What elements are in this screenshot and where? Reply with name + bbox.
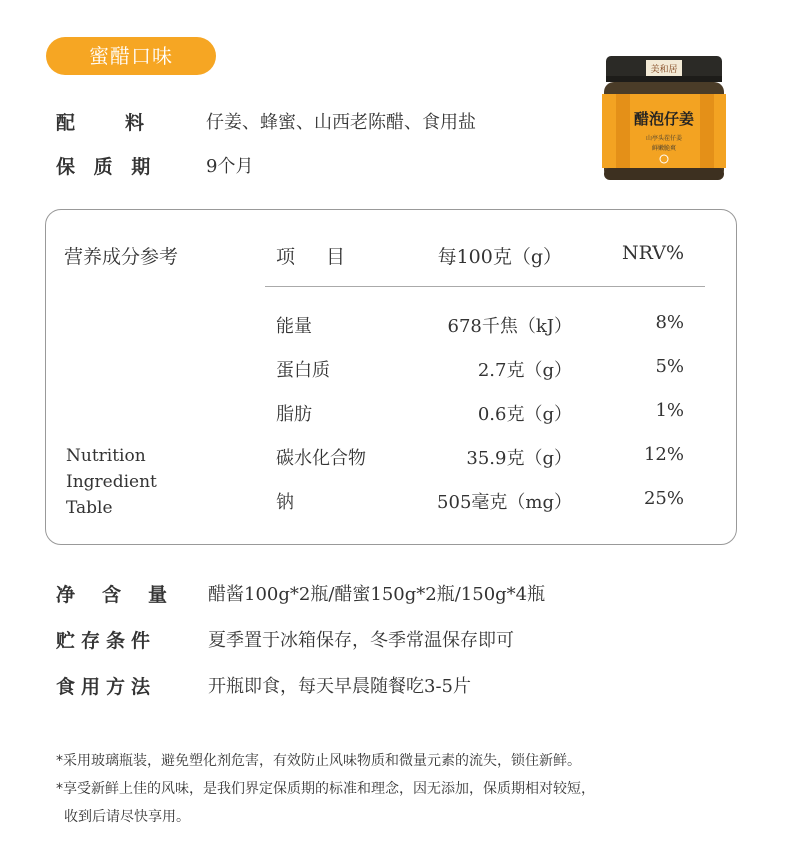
row-value: 35.9克（g） bbox=[466, 448, 572, 469]
jar-sub1: 山亭头茬仔姜 bbox=[645, 135, 683, 142]
jar-sub2: 鲜嫩脆爽 bbox=[651, 145, 677, 152]
jar-brand: 美和居 bbox=[650, 65, 678, 75]
nutrition-title: 营养成分参考 bbox=[64, 246, 179, 268]
row-value: 0.6克（g） bbox=[477, 404, 572, 425]
title-en-line: Nutrition bbox=[66, 446, 146, 466]
row-item: 能量 bbox=[276, 316, 312, 337]
header-per100: 每100克（g） bbox=[437, 246, 562, 268]
header-nrv: NRV% bbox=[621, 242, 684, 264]
shelf-life-value: 9个月 bbox=[206, 156, 254, 177]
row-value: 505毫克（mg） bbox=[437, 492, 572, 513]
title-en-line: Ingredient bbox=[66, 472, 157, 492]
storage-value: 夏季置于冰箱保存，冬季常温保存即可 bbox=[208, 630, 514, 651]
flavor-badge: 蜜醋口味 bbox=[46, 37, 216, 75]
table-divider bbox=[265, 286, 705, 287]
footnote: *采用玻璃瓶装，避免塑化剂危害，有效防止风味物质和微量元素的流失，锁住新鲜。 bbox=[56, 753, 581, 769]
row-nrv: 8% bbox=[655, 312, 684, 333]
ingredients-value: 仔姜、蜂蜜、山西老陈醋、食用盐 bbox=[206, 112, 476, 133]
row-value: 678千焦（kJ） bbox=[447, 316, 572, 337]
usage-label: 食用方法 bbox=[56, 676, 157, 698]
row-item: 蛋白质 bbox=[276, 360, 330, 381]
ingredients-label: 配 料 bbox=[56, 112, 149, 134]
footnote: 收到后请尽快享用。 bbox=[64, 809, 190, 825]
shelf-life-label: 保 质 期 bbox=[56, 156, 157, 178]
row-item: 钠 bbox=[276, 492, 294, 513]
row-nrv: 12% bbox=[643, 444, 684, 465]
product-jar-image bbox=[596, 54, 732, 184]
nutrition-title-en bbox=[66, 443, 157, 521]
net-content-value: 醋酱100g*2瓶/醋蜜150g*2瓶/150g*4瓶 bbox=[208, 584, 546, 605]
usage-value: 开瓶即食，每天早晨随餐吃3-5片 bbox=[208, 676, 471, 697]
row-nrv: 5% bbox=[655, 356, 684, 377]
header-item: 项 目 bbox=[276, 246, 352, 268]
jar-name: 醋泡仔姜 bbox=[633, 110, 695, 128]
row-item: 脂肪 bbox=[276, 404, 312, 425]
storage-label: 贮存条件 bbox=[56, 630, 157, 652]
net-content-label: 净 含 量 bbox=[56, 584, 172, 606]
row-item: 碳水化合物 bbox=[276, 448, 366, 469]
row-value: 2.7克（g） bbox=[477, 360, 572, 381]
footnote: *享受新鲜上佳的风味，是我们界定保质期的标准和理念，因无添加，保质期相对较短， bbox=[56, 781, 595, 797]
title-en-line: Table bbox=[66, 498, 113, 518]
row-nrv: 25% bbox=[643, 488, 684, 509]
row-nrv: 1% bbox=[655, 400, 684, 421]
